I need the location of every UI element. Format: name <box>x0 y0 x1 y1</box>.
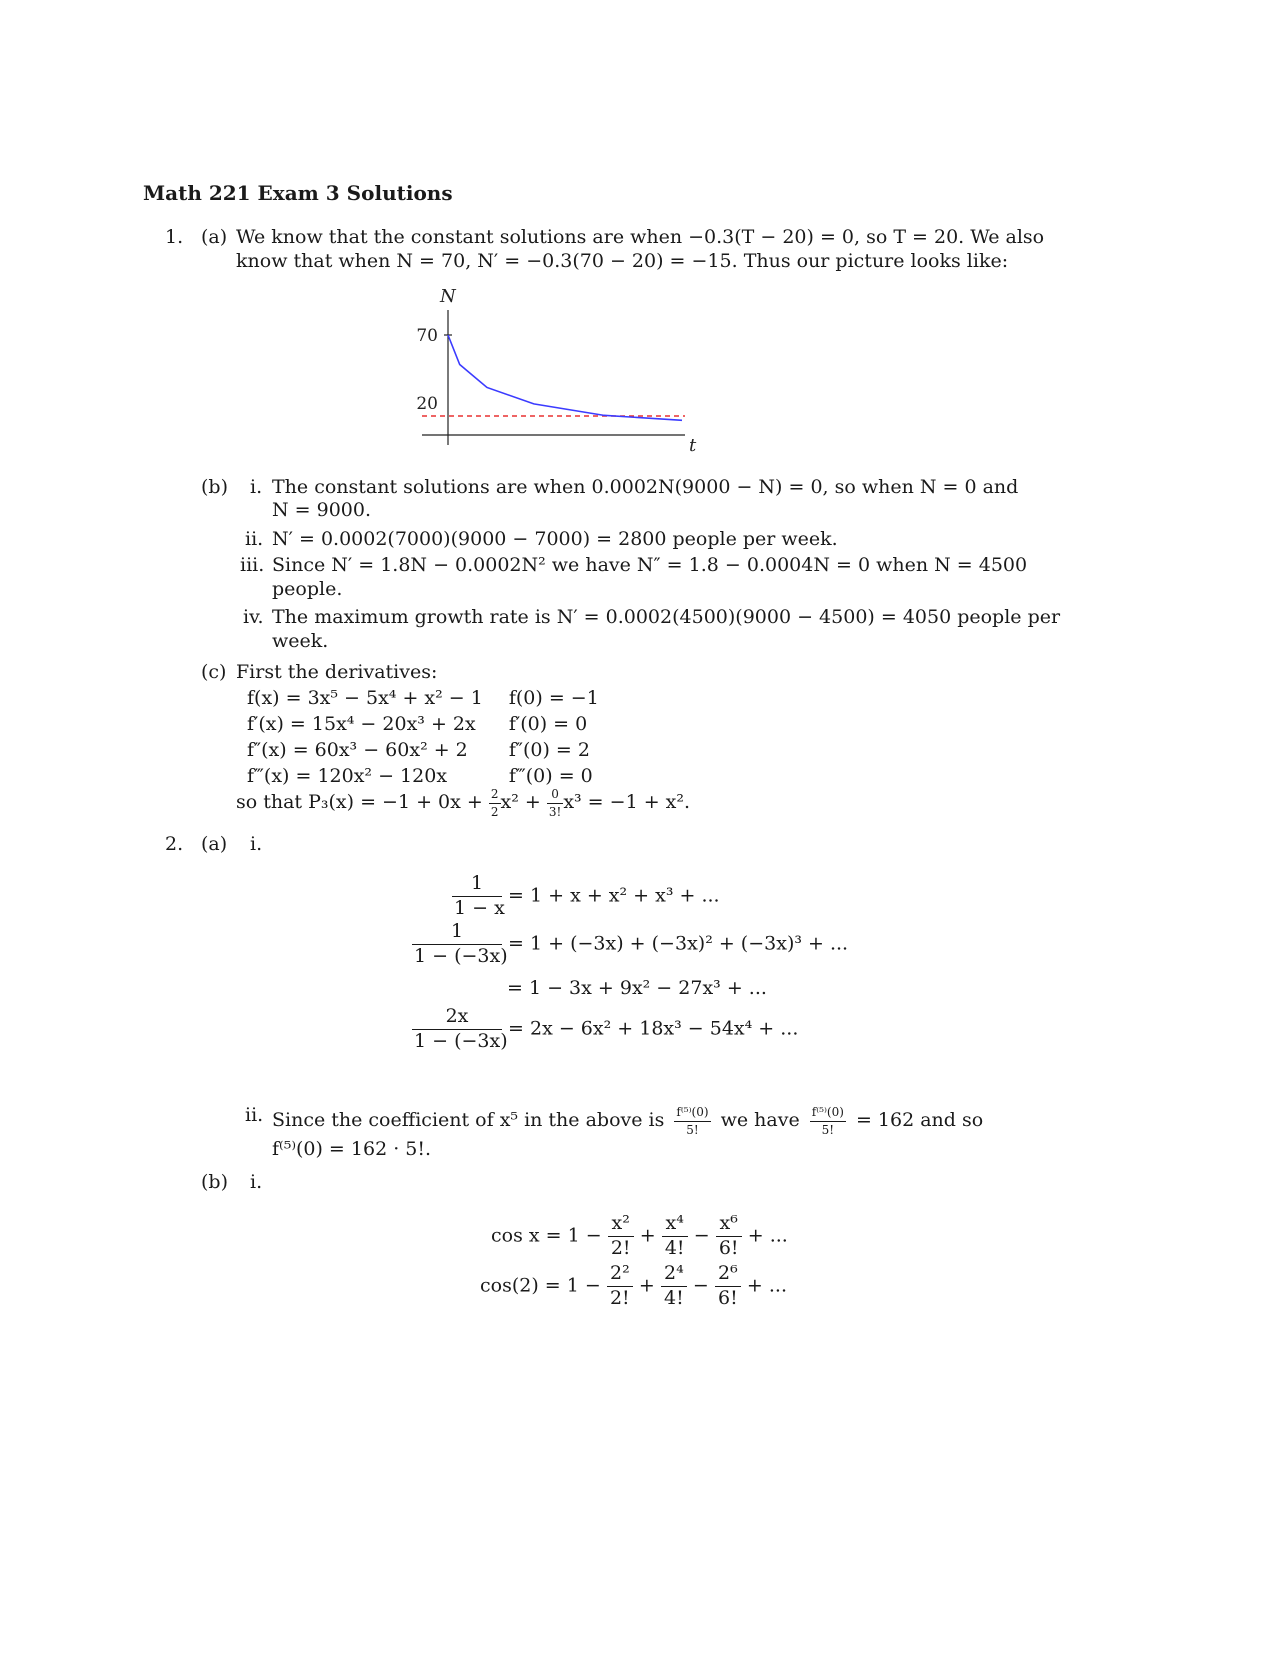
fraction-denominator: 5! <box>686 1122 699 1137</box>
series-eq-2-rhs: = 1 + (−3x) + (−3x)² + (−3x)³ + ... <box>508 932 849 955</box>
cos-term-fraction <box>607 1264 633 1309</box>
problem-2-number: 2. <box>165 833 184 855</box>
derivative-formula: f‴(x) = 120x² − 120x <box>247 765 448 787</box>
part-2a-ii-text-c: = 162 and so <box>855 1109 984 1132</box>
problem-1-number: 1. <box>165 226 184 248</box>
part-1c-intro: First the derivatives: <box>236 661 438 683</box>
series-eq-3: = 1 − 3x + 9x² − 27x³ + ... <box>507 977 767 999</box>
fraction-denominator: 2 <box>490 804 499 819</box>
cos-term-fraction <box>608 1214 634 1259</box>
part-2a-label: (a) <box>201 833 228 855</box>
fraction-numerator: 2² <box>607 1264 633 1287</box>
taylor-text-a: so that P₃(x) = −1 + 0x + <box>236 791 489 814</box>
series-tail: + ... <box>747 1224 788 1247</box>
part-2a-ii-line-1 <box>272 1105 984 1137</box>
y-axis-label: N <box>440 286 456 307</box>
y-tick-label: 20 <box>416 394 438 414</box>
series-eq-1-rhs: = 1 + x + x² + x³ + ... <box>508 884 720 907</box>
part-2a-ii-text-b: we have <box>720 1109 800 1132</box>
series-eq-4 <box>412 1007 798 1052</box>
part-1a-line-2: know that when N = 70, N′ = −0.3(70 − 20) = −15. Thus our picture looks like: <box>236 250 1009 272</box>
fraction-f5-over-5fact <box>810 1106 846 1136</box>
fraction-denominator: 6! <box>718 1286 738 1309</box>
fraction-numerator: x⁴ <box>662 1214 688 1237</box>
part-1b-iii-line-2: people. <box>272 578 343 600</box>
part-1b-iv-line-1: The maximum growth rate is N′ = 0.0002(4500)(9000 − 4500) = 4050 people per <box>272 606 1061 628</box>
fraction-numerator: 1 <box>452 874 502 897</box>
part-2a-ii-label: ii. <box>245 1104 264 1126</box>
part-1c-label: (c) <box>201 661 227 683</box>
derivative-formula: f″(x) = 60x³ − 60x² + 2 <box>247 739 468 761</box>
derivative-row <box>247 738 599 764</box>
plus-sign: + <box>639 1224 656 1247</box>
fraction-numerator: 2⁴ <box>661 1264 687 1287</box>
derivative-formula: f(x) = 3x⁵ − 5x⁴ + x² − 1 <box>247 687 483 709</box>
cos-term-fraction <box>716 1214 742 1259</box>
derivative-at-zero: f(0) = −1 <box>508 687 599 709</box>
solution-curve <box>448 335 682 420</box>
part-1b-iv-label: iv. <box>243 606 264 628</box>
fraction-numerator: 2x <box>412 1007 502 1030</box>
series-eq-2 <box>412 922 848 967</box>
derivatives-table <box>247 686 599 790</box>
derivative-formula: f′(x) = 15x⁴ − 20x³ + 2x <box>247 713 476 735</box>
fraction-numerator: 2 <box>489 788 501 804</box>
minus-sign: − <box>692 1274 709 1297</box>
part-2b-label: (b) <box>201 1171 228 1193</box>
part-1b-iii-label: iii. <box>240 554 265 576</box>
part-1a-line-1: We know that the constant solutions are when −0.3(T − 20) = 0, so T = 20. We also <box>236 226 1045 248</box>
fraction-numerator: 0 <box>547 788 563 804</box>
fraction-denominator: 1 − (−3x) <box>414 944 508 967</box>
part-2a-ii-text-a: Since the coefficient of x⁵ in the above is <box>272 1109 665 1132</box>
fraction-numerator: 1 <box>412 922 502 945</box>
derivative-row <box>247 686 599 712</box>
cos-x-lhs: cos x = 1 − <box>491 1224 602 1247</box>
series-eq-4-rhs: = 2x − 6x² + 18x³ − 54x⁴ + ... <box>508 1017 799 1040</box>
fraction-denominator: 6! <box>718 1236 739 1259</box>
part-1b-ii-text: N′ = 0.0002(7000)(9000 − 7000) = 2800 people per week. <box>272 528 838 550</box>
cos-term-fraction <box>661 1264 687 1309</box>
minus-sign: − <box>693 1224 710 1247</box>
derivative-at-zero: f′(0) = 0 <box>508 713 588 735</box>
part-1b-i-line-1: The constant solutions are when 0.0002N(9000 − N) = 0, so when N = 0 and <box>272 476 1019 498</box>
part-2b-i-label: i. <box>250 1171 263 1193</box>
fraction-zero-over-3fact <box>547 788 563 818</box>
fraction-1-over-1-minus-x <box>452 872 505 919</box>
solution-curve-chart <box>400 282 710 457</box>
cos-x-series <box>491 1214 788 1259</box>
fraction-numerator: f⁽⁵⁾(0) <box>810 1106 846 1122</box>
part-2a-i-label: i. <box>250 833 263 855</box>
part-1b-i-line-2: N = 9000. <box>272 499 372 521</box>
series-eq-1 <box>452 874 720 919</box>
cos-2-series <box>480 1264 787 1309</box>
fraction-two-halves <box>489 788 501 818</box>
fraction-denominator: 1 − (−3x) <box>414 1029 508 1052</box>
fraction-numerator: x⁶ <box>716 1214 742 1237</box>
cos-term-fraction <box>662 1214 688 1259</box>
derivative-at-zero: f‴(0) = 0 <box>508 765 593 787</box>
taylor-text-c: x³ = −1 + x². <box>563 791 691 814</box>
fraction-numerator: 2⁶ <box>715 1264 741 1287</box>
derivative-row <box>247 712 599 738</box>
part-1a-label: (a) <box>201 226 228 248</box>
part-1b-iii-line-1: Since N′ = 1.8N − 0.0002N² we have N″ = 1.8 − 0.0004N = 0 when N = 4500 <box>272 554 1028 576</box>
fraction-denominator: 2! <box>610 1236 631 1259</box>
fraction-numerator: f⁽⁵⁾(0) <box>674 1106 710 1122</box>
fraction-f5-over-5fact <box>674 1106 710 1136</box>
fraction-denominator: 5! <box>821 1122 835 1137</box>
derivative-at-zero: f″(0) = 2 <box>508 739 590 761</box>
part-1b-ii-label: ii. <box>245 528 264 550</box>
series-tail: + ... <box>746 1274 787 1297</box>
y-tick-label: 70 <box>416 326 438 346</box>
cos-2-lhs: cos(2) = 1 − <box>480 1274 601 1297</box>
x-axis-label: t <box>689 435 697 456</box>
derivative-row <box>247 764 599 790</box>
fraction-denominator: 4! <box>663 1286 684 1309</box>
taylor-text-b: x² + <box>500 791 547 814</box>
part-1b-iv-line-2: week. <box>272 630 329 652</box>
fraction-1-over-1-plus-3x <box>412 920 508 967</box>
fraction-2x-over-1-plus-3x <box>412 1005 508 1052</box>
taylor-polynomial-line <box>236 788 690 818</box>
cos-term-fraction <box>715 1264 741 1309</box>
part-1b-i-label: i. <box>250 476 263 498</box>
plus-sign: + <box>638 1274 655 1297</box>
fraction-numerator: x² <box>608 1214 634 1237</box>
part-2a-ii-line-2: f⁽⁵⁾(0) = 162 · 5!. <box>272 1138 432 1160</box>
fraction-denominator: 4! <box>664 1236 685 1259</box>
fraction-denominator: 3! <box>548 804 562 819</box>
page-title: Math 221 Exam 3 Solutions <box>143 181 453 205</box>
fraction-denominator: 2! <box>609 1286 630 1309</box>
part-1b-label: (b) <box>201 476 228 498</box>
fraction-denominator: 1 − x <box>454 896 505 919</box>
